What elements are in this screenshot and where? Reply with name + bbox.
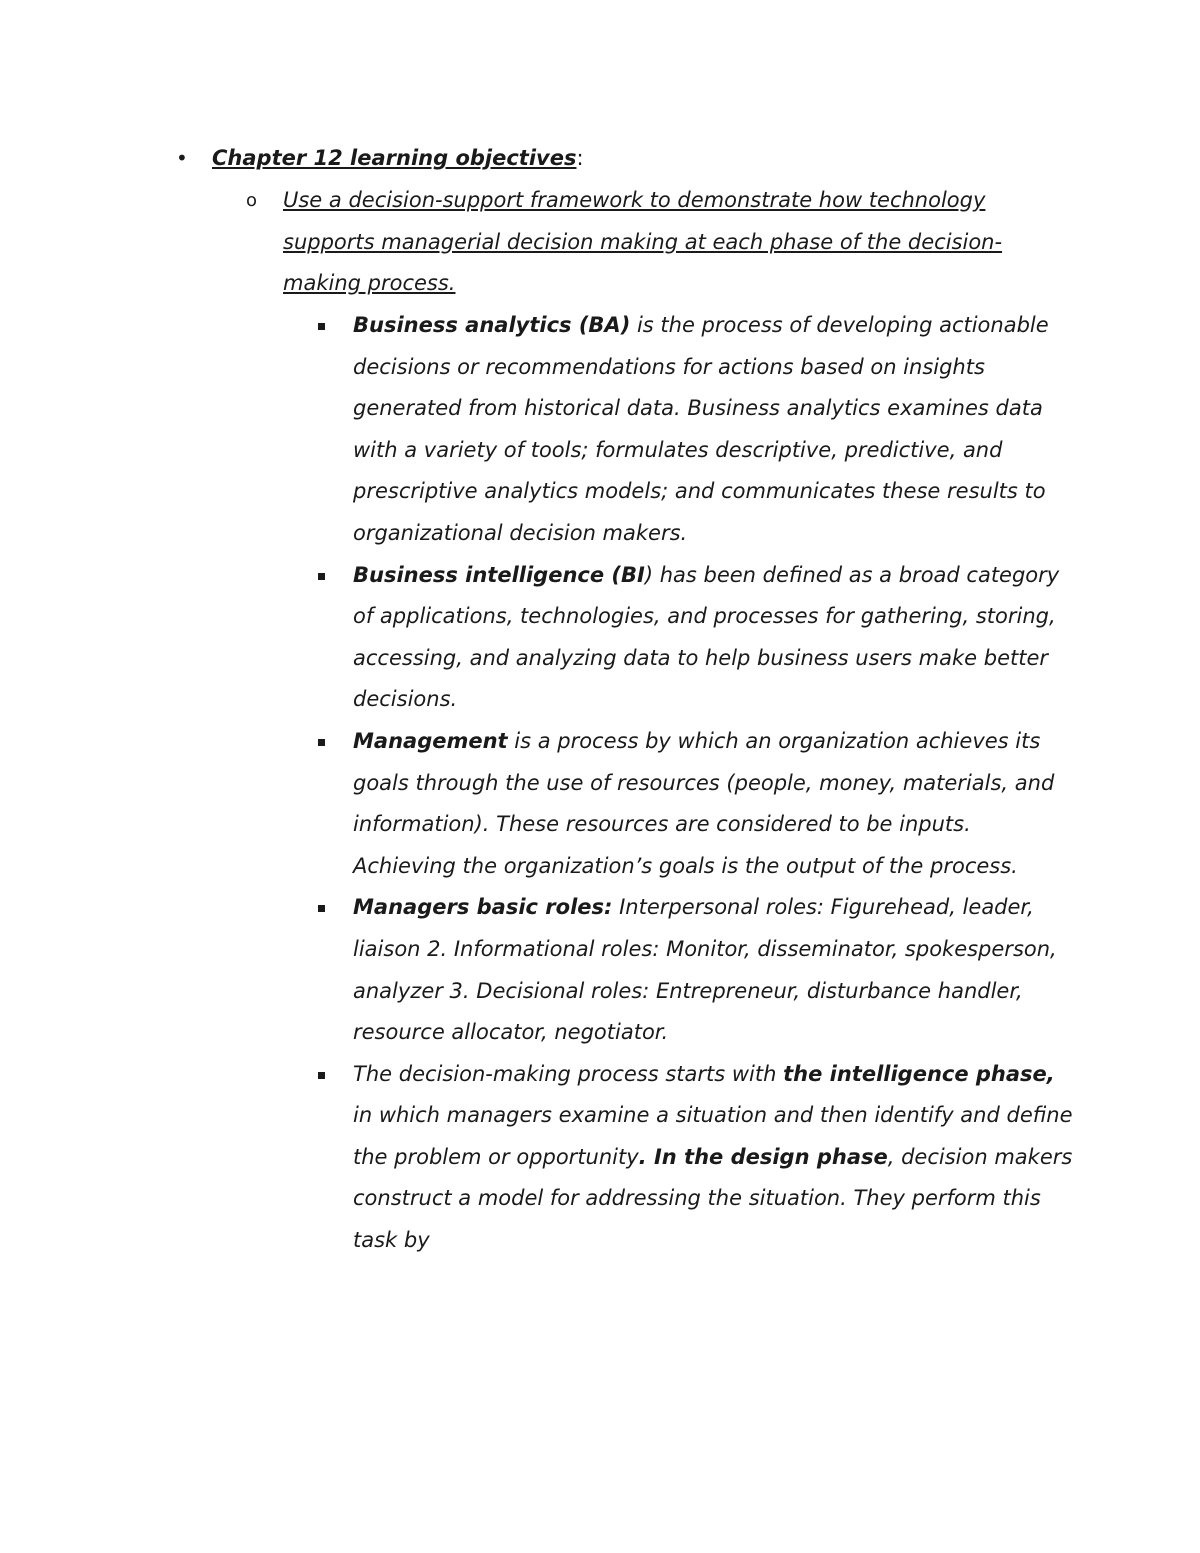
definition-list	[316, 305, 1076, 1262]
list-item	[316, 1054, 1076, 1262]
objective-text: Use a decision-support framework to demonstrate how technology supports managerial decision making at each phase of the decision-making process.	[283, 188, 1003, 296]
heading-title: Chapter 12 learning objectives	[212, 146, 577, 170]
heading-text	[212, 138, 584, 180]
item-term-design: . In the design phase	[638, 1144, 888, 1169]
list-item	[316, 721, 1076, 887]
square-bullet	[318, 905, 325, 912]
square-bullet	[318, 573, 325, 580]
item-term: Business analytics (BA)	[353, 313, 631, 337]
heading-bullet: •	[176, 146, 188, 170]
item-text: ) has been defined as a broad category of applications, technologies, and processes for gathering, storing, accessing, and analyzing data to help business users make better decisions.	[353, 562, 1060, 712]
heading-suffix: :	[576, 146, 584, 170]
square-bullet	[318, 739, 325, 746]
item-text: is a process by which an organization achieves its goals through the use of resources (people, money, materials, and information). These resources are considered to be inputs. Achieving the organization’s goals is the output of the process.	[353, 728, 1055, 878]
item-term: Management	[353, 728, 508, 753]
item-term: Business intelligence (BI	[353, 562, 645, 587]
list-item	[316, 305, 1076, 555]
item-term: Managers basic roles:	[353, 895, 613, 920]
square-bullet	[318, 1072, 325, 1079]
objective-marker: o	[246, 190, 258, 211]
item-tail: , decision makers construct a model for addressing the situation. They perform this task by	[353, 1144, 1073, 1253]
item-intro: The decision-making process starts with	[353, 1061, 784, 1086]
item-term-intelligence: the intelligence phase,	[783, 1061, 1055, 1086]
item-text: is the process of developing actionable decisions or recommendations for actions based on insights generated from historical data. Business analytics examines data with a variety of tools; formulates descriptive, predictive, and prescriptive analytics models; and communicates these results to organizational decision makers.	[353, 313, 1049, 545]
list-item	[316, 555, 1076, 721]
list-item	[316, 887, 1076, 1053]
item-text: Interpersonal roles: Figurehead, leader, liaison 2. Informational roles: Monitor, disseminator, spokesperson, analyzer 3. Decisional roles: Entrepreneur, disturbance handler, resource allocator, negotiator.	[353, 895, 1057, 1045]
item-text: in which managers examine a situation and then identify and define the problem or opportunity	[353, 1103, 1073, 1169]
square-bullet	[318, 323, 325, 330]
